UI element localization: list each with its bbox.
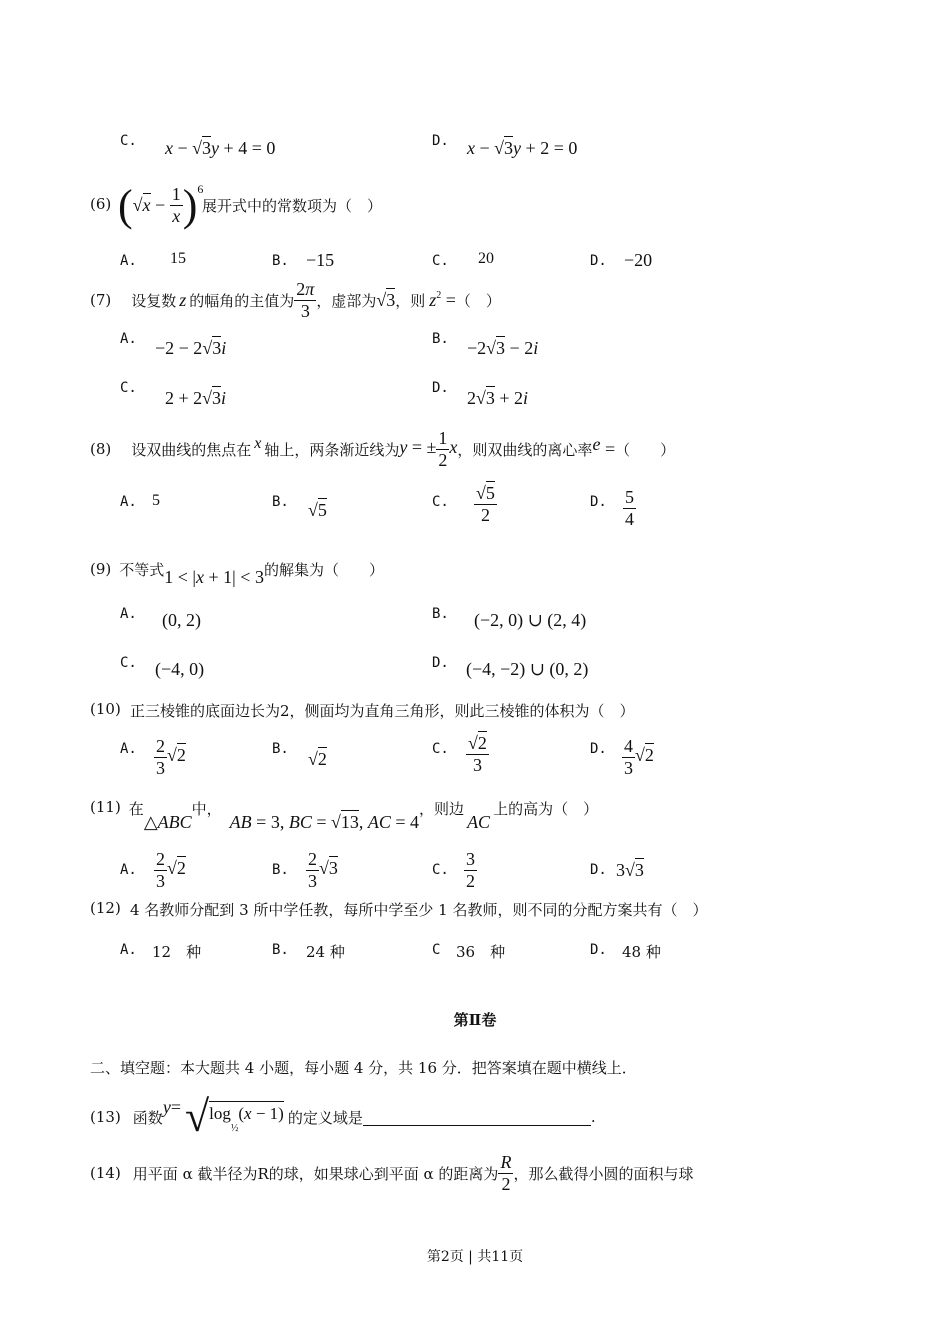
z-squared: $z^2$ =: [429, 289, 456, 310]
question-stem: （ ）: [615, 440, 676, 459]
option-value: (−2, 0) ∪ (2, 4): [474, 610, 587, 630]
option-label: C.: [120, 655, 137, 671]
option-value: −20: [624, 250, 653, 270]
question-stem: （ ）: [455, 291, 501, 310]
side-conditions: AB = 3, BC = √13, AC = 4: [229, 812, 420, 832]
option-value: $\frac{√2}{3}$: [468, 733, 487, 775]
question-stem: ，虚部为: [316, 291, 377, 310]
question-stem: 的幅角的主值为: [189, 291, 295, 310]
question-stem: 用平面 α 截半径为R的球，如果球心到平面 α 的距离为: [132, 1164, 499, 1183]
question-stem: 设复数: [131, 291, 177, 310]
option-label: C: [432, 942, 441, 958]
option-label: A.: [120, 494, 137, 510]
eccentricity-symbol: e =: [592, 433, 616, 459]
question-number: (7): [90, 291, 112, 309]
option-value: 3√3: [616, 860, 644, 880]
option-label: D.: [590, 942, 607, 958]
option-label: C.: [120, 133, 137, 149]
option-label: A.: [120, 862, 137, 878]
question-13: (13) 函数 y = √ $\log_{\frac{1}{2}}(x - 1)$ 的定义域是 .: [90, 1092, 596, 1141]
option-label: D.: [432, 380, 449, 396]
option-value: $\frac{5}{4}$: [625, 487, 634, 529]
option-value: (−4, −2) ∪ (0, 2): [466, 659, 589, 679]
option-label: A.: [120, 606, 137, 622]
question-stem: ，那么截得小圆的面积与球: [513, 1164, 694, 1183]
question-stem: 中，: [191, 800, 222, 818]
option-label: C.: [432, 741, 449, 757]
question-stem: 不等式: [119, 560, 165, 579]
question-number: (8): [90, 440, 112, 458]
option-label: C.: [432, 494, 449, 510]
question-stem: ，则: [395, 291, 426, 310]
option-label: D.: [590, 741, 607, 757]
question-14: [90, 1148, 693, 1198]
question-stem: ，则边: [419, 800, 465, 818]
option-value: √5: [308, 500, 327, 520]
option-label: A.: [120, 741, 137, 757]
option-value: 5: [152, 492, 160, 509]
question-number: (12): [90, 899, 121, 917]
question-stem: 4 名教师分配到 3 所中学任教，每所中学至少 1 名教师，则不同的分配方案共有（ ）: [130, 901, 708, 919]
option-label: D.: [432, 655, 449, 671]
option-label: B.: [272, 862, 289, 878]
option-label: A.: [120, 942, 137, 958]
option-label: B.: [432, 331, 449, 347]
option-value: 12 种: [152, 943, 202, 961]
option-value: $\frac{2}{3}$ √2: [156, 736, 186, 778]
option-value: √2: [308, 749, 327, 769]
option-label: D.: [590, 862, 607, 878]
function-expression: √ $\log_{\frac{1}{2}}(x - 1)$: [184, 1092, 284, 1141]
option-value: x − √3y + 2 = 0: [467, 138, 578, 158]
option-label: B.: [272, 253, 289, 269]
question-stem: 函数: [132, 1108, 163, 1127]
question-stem: 展开式中的常数项为（ ）: [202, 197, 383, 215]
question-number: (11): [90, 798, 121, 816]
triangle-abc: △ABC: [143, 812, 192, 832]
question-stem: 上的高为（ ）: [493, 800, 599, 818]
question-stem: 的解集为（ ）: [263, 560, 384, 579]
option-value: −15: [306, 250, 335, 270]
variable-z: z: [179, 289, 187, 310]
option-label: D.: [590, 494, 607, 510]
question-number: (6): [90, 195, 112, 213]
option-value: $\frac{4}{3}$ √2: [624, 736, 654, 778]
option-value: 36 种: [456, 943, 506, 961]
question-stem: ，则双曲线的离心率: [457, 440, 593, 459]
question-number: (10): [90, 700, 121, 718]
option-label: B.: [272, 942, 289, 958]
option-label: B.: [272, 494, 289, 510]
imaginary-part: √3: [376, 289, 396, 310]
option-label: B.: [432, 606, 449, 622]
option-value: $\frac{2}{3}$ √3: [308, 849, 338, 891]
side-ac: AC: [467, 812, 491, 832]
option-label: A.: [120, 253, 137, 269]
question-stem: 轴上，两条渐近线为: [264, 440, 400, 459]
option-label: B.: [272, 741, 289, 757]
option-value: (0, 2): [162, 610, 201, 630]
option-value: 2 + 2√3i: [165, 388, 227, 408]
question-8: [90, 424, 675, 474]
question-number: (13): [90, 1108, 121, 1126]
question-stem: 正三棱锥的底面边长为2，侧面均为直角三角形，则此三棱锥的体积为（ ）: [130, 702, 635, 720]
page-footer: 第2页 | 共11页: [426, 1249, 524, 1265]
variable-x: x: [254, 435, 262, 452]
question-7: [90, 275, 501, 325]
option-value: 2√3 + 2i: [467, 388, 529, 408]
part-title: 第Ⅱ卷: [453, 1011, 497, 1029]
inequality: 1 < |x + 1| < 3: [164, 566, 264, 587]
option-label: A.: [120, 331, 137, 347]
option-value: −2 − 2√3i: [155, 338, 227, 358]
answer-blank[interactable]: [363, 1109, 591, 1126]
question-11: [90, 798, 598, 840]
argument-fraction: $\frac{2\pi}{3}$: [296, 278, 315, 321]
option-label: C.: [120, 380, 137, 396]
question-stem: 的定义域是: [287, 1108, 363, 1127]
option-label: D.: [590, 253, 607, 269]
option-value: $\frac{√5}{2}$: [476, 483, 495, 525]
question-stem: .: [590, 1108, 596, 1126]
question-stem: 在: [128, 800, 144, 818]
question-number: (14): [90, 1164, 121, 1182]
option-value: (−4, 0): [155, 659, 205, 679]
option-value: −2√3 − 2i: [467, 338, 539, 358]
option-value: 20: [478, 250, 494, 267]
distance-fraction: $\frac{R}{2}$: [500, 1151, 512, 1194]
option-value: 24 种: [306, 943, 345, 961]
section-heading: 二、填空题：本大题共 4 小题，每小题 4 分，共 16 分．把答案填在题中横线上．: [90, 1059, 637, 1077]
option-label: D.: [432, 133, 449, 149]
function-y: y: [162, 1096, 171, 1117]
option-value: $\frac{3}{2}$: [466, 849, 475, 891]
option-value: 15: [170, 250, 186, 267]
question-number: (9): [90, 560, 112, 578]
option-value: x − √3y + 4 = 0: [165, 138, 276, 158]
option-value: $\frac{2}{3}$ √2: [156, 849, 186, 891]
question-9: [90, 552, 384, 586]
binomial-expression: (√x − $\frac{1}{x}$ )$^6$: [118, 181, 204, 230]
option-label: C.: [432, 862, 449, 878]
question-stem: 设双曲线的焦点在: [131, 440, 252, 459]
option-label: C.: [432, 253, 449, 269]
option-value: 48 种: [622, 943, 661, 961]
asymptote-equation: y = ± $\frac{1}{2}$ x: [399, 427, 458, 470]
